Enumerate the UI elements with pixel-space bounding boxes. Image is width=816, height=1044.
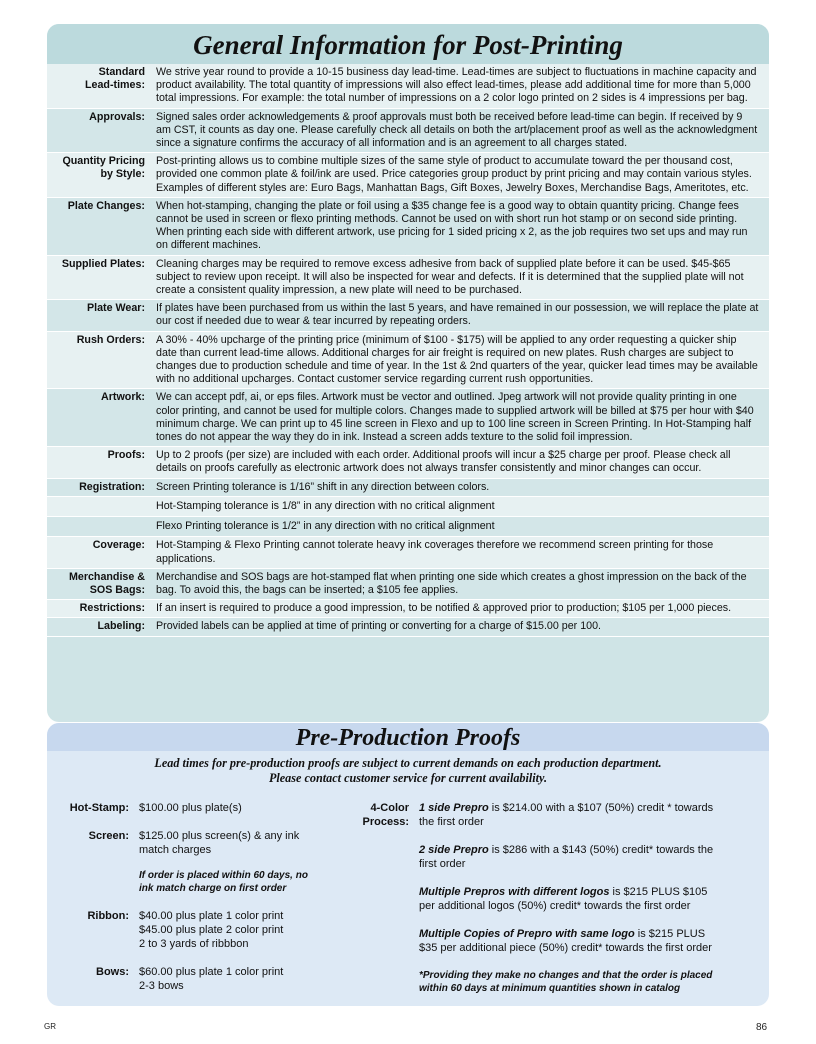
prepro-option-title: Multiple Prepros with different logos <box>419 886 610 898</box>
prepro-option <box>419 801 767 829</box>
proof-pricing-right <box>347 801 767 1006</box>
info-row <box>47 109 769 154</box>
info-row <box>47 198 769 256</box>
ribbon-text: 2 to 3 yards of ribbbon <box>139 938 249 950</box>
info-row <box>47 497 769 517</box>
info-row <box>47 537 769 568</box>
four-color-label: 4-Color Process: <box>362 802 409 828</box>
info-row <box>47 64 769 109</box>
four-color-item <box>347 801 767 995</box>
prepro-option-title: Multiple Copies of Prepro with same logo <box>419 928 635 940</box>
ribbon-item <box>47 909 347 951</box>
prepro-option-text: per additional logos (50%) credit* towards the first order <box>419 900 691 912</box>
info-row-label: Registration: <box>79 480 145 493</box>
preproduction-proofs-panel <box>47 723 769 1006</box>
screen-text: match charges <box>139 844 212 856</box>
info-row-text: Provided labels can be applied at time of printing or converting for a charge of $15.00 per 100. <box>156 620 601 633</box>
hot-stamp-item <box>47 801 347 815</box>
info-row <box>47 618 769 636</box>
info-row <box>47 153 769 198</box>
hot-stamp-text: $100.00 plus plate(s) <box>139 802 242 814</box>
bows-text: $60.00 plus plate 1 color print <box>139 966 284 978</box>
screen-note: If order is placed within 60 days, no <box>139 870 308 881</box>
info-row-label: Artwork: <box>101 391 145 404</box>
info-row-text: A 30% - 40% upcharge of the printing price (minimum of $100 - $175) will be applied to any order requesting a quicker ship date than current lead-time allows. Additional charges for air freight is required on new plates. Rush charges are subject to changes due to production schedule and time of year. In the 1st & 2nd quarters of the year, quicker lead times may be available with no additional upcharges. Contact customer service regarding current rush opportunities. <box>156 333 758 386</box>
prepro-option-title: 1 side Prepro <box>419 802 489 814</box>
info-row-label: Plate Wear: <box>86 302 145 315</box>
ribbon-text: $45.00 plus plate 2 color print <box>139 924 284 936</box>
preproduction-proofs-title: Pre-Production Proofs <box>47 723 769 751</box>
prepro-option-text: is $286 with a $143 (50%) credit* towards the <box>488 844 714 856</box>
info-row-label: Plate Changes: <box>67 199 145 212</box>
prepro-option-text: first order <box>419 858 466 870</box>
info-row-label: Rush Orders: <box>76 333 145 346</box>
info-row <box>47 600 769 618</box>
info-row-text: Post-printing allows us to combine multiple sizes of the same style of product to accumulate toward the per thousand cost, provided one common plate & foil/ink are used. Price categories group product by print pricing and may contain various styles. Examples of different styles are: Euro Bags, Manhattan Bags, Gift Boxes, Jewelry Boxes, Merchandise Bags, Ameritotes, etc. <box>156 155 752 194</box>
info-row <box>47 389 769 447</box>
ribbon-label: Ribbon: <box>87 910 129 922</box>
prepro-option-text: is $215 PLUS <box>634 928 706 940</box>
info-row-label: Proofs: <box>107 449 145 462</box>
intro-line: Please contact customer service for current availability. <box>268 771 548 785</box>
info-row-label: Supplied Plates: <box>61 257 145 270</box>
bows-text: 2-3 bows <box>139 980 184 992</box>
info-row-label <box>47 500 156 513</box>
prepro-option <box>419 843 767 871</box>
info-row-label: Approvals: <box>89 110 145 123</box>
general-info-title: General Information for Post-Printing <box>47 24 769 64</box>
general-info-panel <box>47 24 769 722</box>
prepro-footnote <box>419 969 767 995</box>
info-row <box>47 569 769 600</box>
info-row-text: Hot-Stamping tolerance is 1/8” in any direction with no critical alignment <box>156 499 495 512</box>
info-row-text: Cleaning charges may be required to remove excess adhesive from back of supplied plate before it can be used. $45-$65 subject to review upon receipt. It will also be inspected for wear and defects. If it is determined that the supplied plate will not create a consistent quality impression, a new plate will need to be purchased. <box>156 257 744 297</box>
general-info-table <box>47 64 769 637</box>
footnote-line: within 60 days at minimum quantities shown in catalog <box>419 983 681 994</box>
info-row-label <box>47 520 156 533</box>
screen-text: $125.00 plus screen(s) & any ink <box>139 830 300 842</box>
screen-label: Screen: <box>88 830 129 842</box>
ribbon-text: $40.00 plus plate 1 color print <box>139 910 284 922</box>
info-row-label: Restrictions: <box>79 602 145 615</box>
info-row <box>47 479 769 497</box>
hot-stamp-label: Hot-Stamp: <box>69 802 129 814</box>
info-row-label: Coverage: <box>92 539 145 552</box>
info-row-text: Signed sales order acknowledgements & proof approvals must both be received before lead-time can begin. If received by 9 am CST, it counts as day one. Please carefully check all details on both the art/placement proof as well as the acknowledgment since a signature confirms the accuracy of all information and is an agreement to all charges stated. <box>156 110 758 150</box>
page-number: 86 <box>756 1022 768 1033</box>
info-row-label: Standard Lead-times: <box>85 66 145 92</box>
info-row-text: Up to 2 proofs (per size) are included with each order. Additional proofs will incur a $25 charge per proof. Please check all details on proofs carefully as electronic artwork does not always transfer consistently and minor changes can occur. <box>156 449 731 475</box>
footer-code: GR <box>44 1022 56 1031</box>
info-row-text: If an insert is required to produce a good impression, to be notified & approved prior to production; $105 per 1,000 pieces. <box>156 602 732 615</box>
screen-item <box>47 829 347 895</box>
prepro-option-title: 2 side Prepro <box>419 844 489 856</box>
info-row <box>47 332 769 390</box>
bows-label: Bows: <box>96 966 129 978</box>
info-row <box>47 517 769 537</box>
info-row-label: Quantity Pricing by Style: <box>62 155 145 181</box>
info-row-label: Merchandise & SOS Bags: <box>68 570 145 596</box>
info-row-text: Screen Printing tolerance is 1/16” shift in any direction between colors. <box>156 480 490 493</box>
prepro-option-text: the first order <box>419 816 484 828</box>
prepro-option <box>419 927 767 955</box>
info-row-label: Labeling: <box>97 620 145 633</box>
footnote-line: *Providing they make no changes and that the order is placed <box>419 970 713 981</box>
info-row-text: If plates have been purchased from us within the last 5 years, and have remained in our possession, we will replace the plate at our cost if needed due to wear & tear incurred by repeating orders. <box>156 302 759 328</box>
prepro-option <box>419 885 767 913</box>
info-row-text: We strive year round to provide a 10-15 business day lead-time. Lead-times are subject to fluctuations in machine capacity and product availability. The total quantity of impressions will also effect lead-times, please add additional time for more than 5,000 total impressions. For example: the total number of impressions on a 2 color logo printed on 2 sides is 4 impressions per bag. <box>156 66 757 105</box>
info-row-text: We can accept pdf, ai, or eps files. Artwork must be vector and outlined. Jpeg artwork will not provide quality printing in one color printing, and cannot be used for multiple colors. Changes made to supplied artwork will be billed at $75 per hour with $40 minimum charge. We can print up to 45 line screen in Flexo and up to 100 line screen in Screen Printing. In Hot-Stamping half tones do not appear the way they do in ink. Instead a screen adds texture to the solid foil impression. <box>156 391 754 444</box>
info-row <box>47 447 769 478</box>
prepro-option-text: is $214.00 with a $107 (50%) credit * towards <box>488 802 714 814</box>
info-row <box>47 256 769 301</box>
prepro-option-text: $35 per additional piece (50%) credit* towards the first order <box>419 942 712 954</box>
info-row-text: When hot-stamping, changing the plate or foil using a $35 change fee is a good way to obtain quantity pricing. Change fees cannot be used in screen or flexo printing methods. Cannot be used on with short run hot stamp or on second side printing. When printing each side with different artwork, use pricing for 1 sided pricing x 2, as the job requires two set ups and may run on different machines. <box>156 199 748 252</box>
bows-item <box>47 965 347 993</box>
preproduction-intro <box>47 756 769 786</box>
info-row-text: Hot-Stamping & Flexo Printing cannot tolerate heavy ink coverages therefore we recommend screen printing for those applications. <box>156 539 714 565</box>
info-row-text: Merchandise and SOS bags are hot-stamped flat when printing one side which creates a ghost impression on the back of the bag. To avoid this, the bags can be inserted; a $105 fee applies. <box>156 570 747 596</box>
intro-line: Lead times for pre-production proofs are subject to current demands on each production department. <box>154 756 662 770</box>
info-row <box>47 300 769 331</box>
prepro-option-text: is $215 PLUS $105 <box>609 886 708 898</box>
info-row-text: Flexo Printing tolerance is 1/2” in any direction with no critical alignment <box>156 520 495 533</box>
screen-note: ink match charge on first order <box>139 883 287 894</box>
proof-pricing-left <box>47 801 347 1006</box>
